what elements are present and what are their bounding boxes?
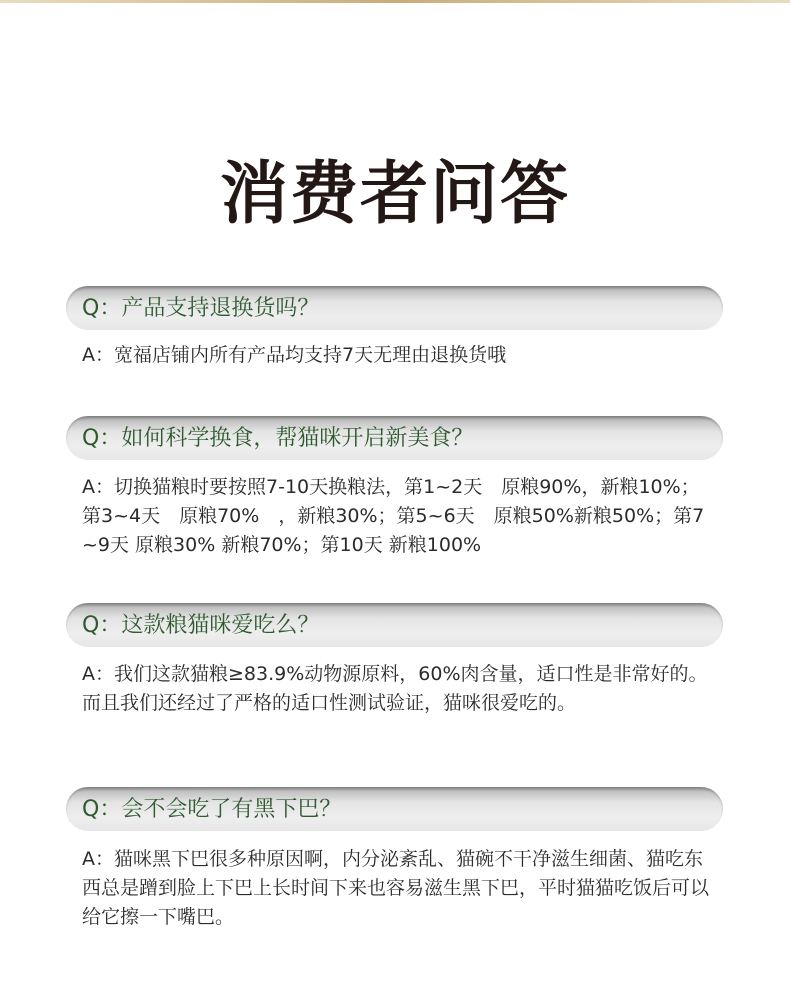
question-text: Q：产品支持退换货吗？ <box>82 296 320 321</box>
answer-text-3: A：我们这款猫粮≥83.9%动物源原料，60%肉含量，适口性是非常好的。而且我们还经过了严格的适口性测试验证，猫咪很爱吃的。 <box>82 663 708 714</box>
question-bar-3 <box>66 603 723 647</box>
question-bar-4 <box>66 787 723 831</box>
page-title: 消费者问答 <box>219 155 570 234</box>
question-text: Q：会不会吃了有黑下巴？ <box>82 797 342 822</box>
answer-text-1: A：宽福店铺内所有产品均支持7天无理由退换货哦 <box>82 344 507 366</box>
question-bar-1 <box>66 286 723 330</box>
top-accent-line <box>0 0 790 3</box>
question-text: Q：这款粮猫咪爱吃么？ <box>82 613 320 638</box>
question-bar-2 <box>66 416 723 460</box>
answer-text-4: A：猫咪黑下巴很多种原因啊，内分泌紊乱、猫碗不干净滋生细菌、猫吃东西总是蹭到脸上下巴上长时间下来也容易滋生黑下巴，平时猫猫吃饭后可以给它擦一下嘴巴。 <box>82 848 710 928</box>
question-text: Q：如何科学换食，帮猫咪开启新美食？ <box>82 426 474 451</box>
answer-text-2: A：切换猫粮时要按照7-10天换粮法，第1~2天 原粮90%，新粮10%；第3~4天 原粮70% ，新粮30%；第5~6天 原粮50%新粮50%；第7~9天 原粮30% 新粮70%；第10天 新粮100% <box>82 476 705 556</box>
